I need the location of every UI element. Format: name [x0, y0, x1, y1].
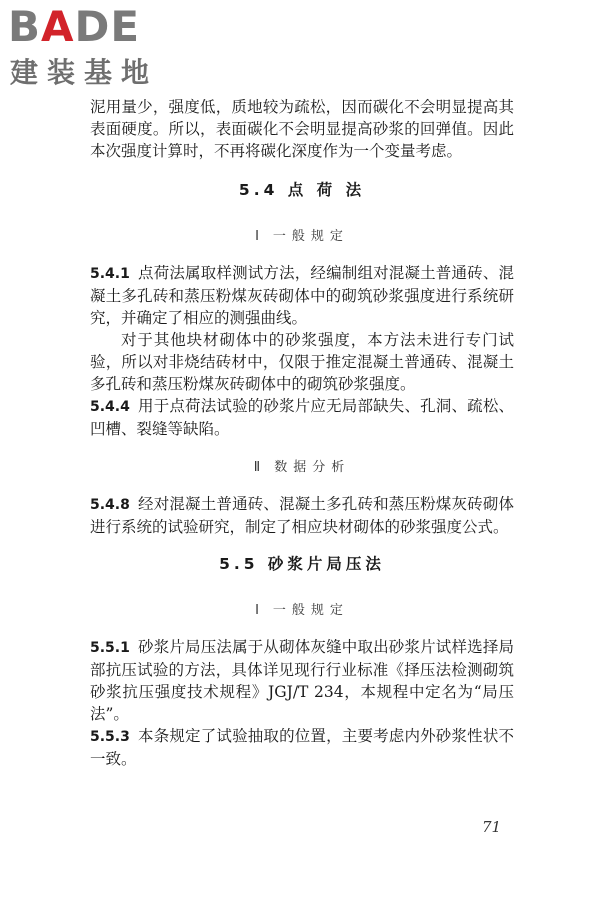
subsection-label: 一般规定	[272, 229, 349, 244]
subsection-title-5-4-data	[90, 457, 514, 479]
clause-5-4-1-continuation: 对于其他块材砌体中的砂浆强度，本方法未进行专门试验，所以对非烧结砖材中，仅限于推定混凝土普通砖、混凝土多孔砖和蒸压粉煤灰砖砌体中的砌筑砂浆强度。	[90, 331, 514, 393]
clause-number: 5.4.1	[90, 266, 130, 282]
logo-text-en	[8, 4, 140, 50]
clause-5-4-4	[90, 395, 514, 440]
logo-letter-accent: A	[41, 2, 75, 51]
subsection-numeral: Ⅱ	[253, 460, 261, 475]
clause-number: 5.4.8	[90, 497, 130, 513]
subsection-numeral: Ⅰ	[255, 229, 259, 244]
brand-logo	[8, 4, 178, 96]
clause-number: 5.5.1	[90, 640, 130, 656]
section-title-5-5: 5.5 砂浆片局压法	[219, 555, 385, 573]
clause-5-4-1	[90, 262, 514, 329]
logo-letter-suffix: DE	[74, 2, 141, 51]
page-number: 71	[482, 818, 502, 836]
clause-text: 经对混凝土普通砖、混凝土多孔砖和蒸压粉煤灰砖砌体进行系统的试验研究，制定了相应块材砌体的砂浆强度公式。	[90, 495, 514, 536]
subsection-title-5-5-general	[90, 600, 514, 622]
logo-text-cn: 建装基地	[10, 56, 159, 89]
clause-number: 5.4.4	[90, 399, 130, 415]
subsection-label: 一般规定	[272, 603, 349, 618]
clause-number: 5.5.3	[90, 729, 130, 745]
clause-5-5-1	[90, 636, 514, 725]
clause-5-4-8	[90, 493, 514, 538]
clause-text: 用于点荷法试验的砂浆片应无局部缺失、孔洞、疏松、凹槽、裂缝等缺陷。	[90, 397, 514, 438]
clause-5-5-3	[90, 725, 514, 770]
logo-letter-prefix: B	[8, 2, 42, 51]
page-content	[90, 96, 514, 770]
subsection-numeral: Ⅰ	[255, 603, 259, 618]
section-title-5-4: 5.4 点 荷 法	[238, 181, 366, 199]
clause-text: 点荷法属取样测试方法，经编制组对混凝土普通砖、混凝土多孔砖和蒸压粉煤灰砖砌体中的砌筑砂浆强度进行系统研究，并确定了相应的测强曲线。	[90, 264, 514, 327]
subsection-label: 数据分析	[274, 460, 351, 475]
intro-paragraph: 泥用量少，强度低，质地较为疏松，因而碳化不会明显提高其表面硬度。所以，表面碳化不会明显提高砂浆的回弹值。因此本次强度计算时，不再将碳化深度作为一个变量考虑。	[90, 98, 514, 160]
clause-text: 本条规定了试验抽取的位置，主要考虑内外砂浆性状不一致。	[90, 727, 514, 768]
subsection-title-5-4-general	[90, 226, 514, 248]
clause-text: 砂浆片局压法属于从砌体灰缝中取出砂浆片试样选择局部抗压试验的方法，具体详见现行行业标准《择压法检测砌筑砂浆抗压强度技术规程》JGJ/T 234，本规程中定名为“局压法”。	[90, 638, 514, 723]
